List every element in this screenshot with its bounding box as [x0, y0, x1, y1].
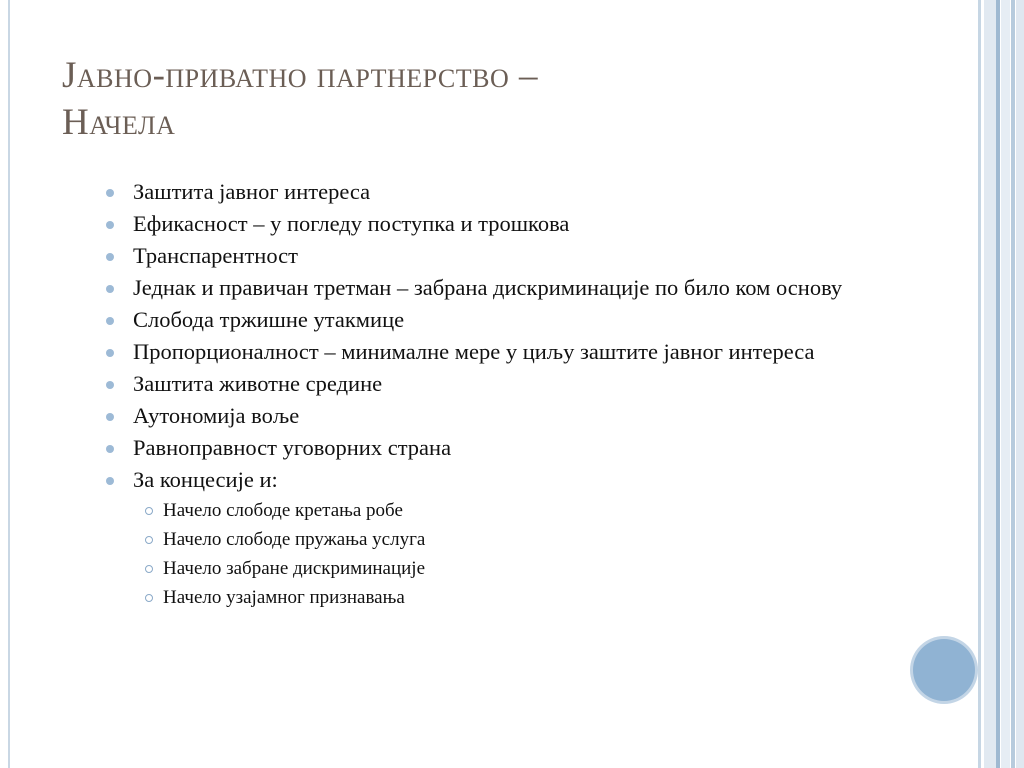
bullet-list: [104, 180, 884, 616]
decorative-circle: [913, 639, 975, 701]
list-item: [104, 212, 884, 236]
decorative-stripe: [1001, 0, 1010, 768]
list-item: [104, 372, 884, 396]
slide-title-line-1: Јавно-приватно партнерство –: [62, 55, 539, 96]
hollow-bullet-icon: [145, 507, 153, 515]
decorative-stripe: [1016, 0, 1024, 768]
bullet-icon: [106, 413, 114, 421]
list-item: [104, 468, 884, 492]
sub-list-item-text: Начело узајамног признавања: [163, 587, 405, 608]
list-item-text: Заштита животне средине: [133, 371, 383, 396]
sub-list-item: [141, 587, 884, 609]
list-item-text: Слобода тржишне утакмице: [133, 307, 405, 332]
bullet-icon: [106, 253, 114, 261]
list-item-text: Једнак и правичан третман – забрана дискриминације по било ком основу: [133, 275, 843, 300]
bullet-icon: [106, 477, 114, 485]
left-border-line: [8, 0, 10, 768]
sub-list-item-text: Начело слободе пружања услуга: [163, 529, 426, 550]
decorative-stripe: [996, 0, 1000, 768]
list-item: [104, 244, 884, 268]
list-item-text: Транспарентност: [133, 243, 298, 268]
hollow-bullet-icon: [145, 536, 153, 544]
bullet-icon: [106, 221, 114, 229]
sub-list-item: [141, 500, 884, 522]
list-item-text: Равноправност уговорних страна: [133, 435, 452, 460]
decorative-stripe: [984, 0, 996, 768]
bullet-icon: [106, 381, 114, 389]
bullet-icon: [106, 189, 114, 197]
slide-title: [62, 52, 942, 146]
bullet-icon: [106, 349, 114, 357]
list-item-text: За концесије и:: [133, 467, 278, 492]
hollow-bullet-icon: [145, 594, 153, 602]
slide-title-line-2: Начела: [62, 102, 176, 143]
sub-bullet-list: [104, 500, 884, 609]
list-item: [104, 404, 884, 428]
list-item: [104, 180, 884, 204]
bullet-icon: [106, 445, 114, 453]
decorative-stripe: [1011, 0, 1015, 768]
sub-list-item: [141, 558, 884, 580]
list-item-text: Пропорционалност – минималне мере у циљу заштите јавног интереса: [133, 339, 815, 364]
sub-list-item-text: Начело слободе кретања робе: [163, 500, 403, 521]
list-item: [104, 340, 884, 364]
bullet-icon: [106, 285, 114, 293]
list-item: [104, 308, 884, 332]
hollow-bullet-icon: [145, 565, 153, 573]
list-item: [104, 436, 884, 460]
list-item-text: Заштита јавног интереса: [133, 179, 371, 204]
list-item-text: Аутономија воље: [133, 403, 300, 428]
decorative-stripe: [978, 0, 981, 768]
bullet-icon: [106, 317, 114, 325]
list-item-text: Ефикасност – у погледу поступка и трошкова: [133, 211, 570, 236]
sub-list-item-text: Начело забране дискриминације: [163, 558, 426, 579]
sub-list-item: [141, 529, 884, 551]
list-item: [104, 276, 884, 300]
